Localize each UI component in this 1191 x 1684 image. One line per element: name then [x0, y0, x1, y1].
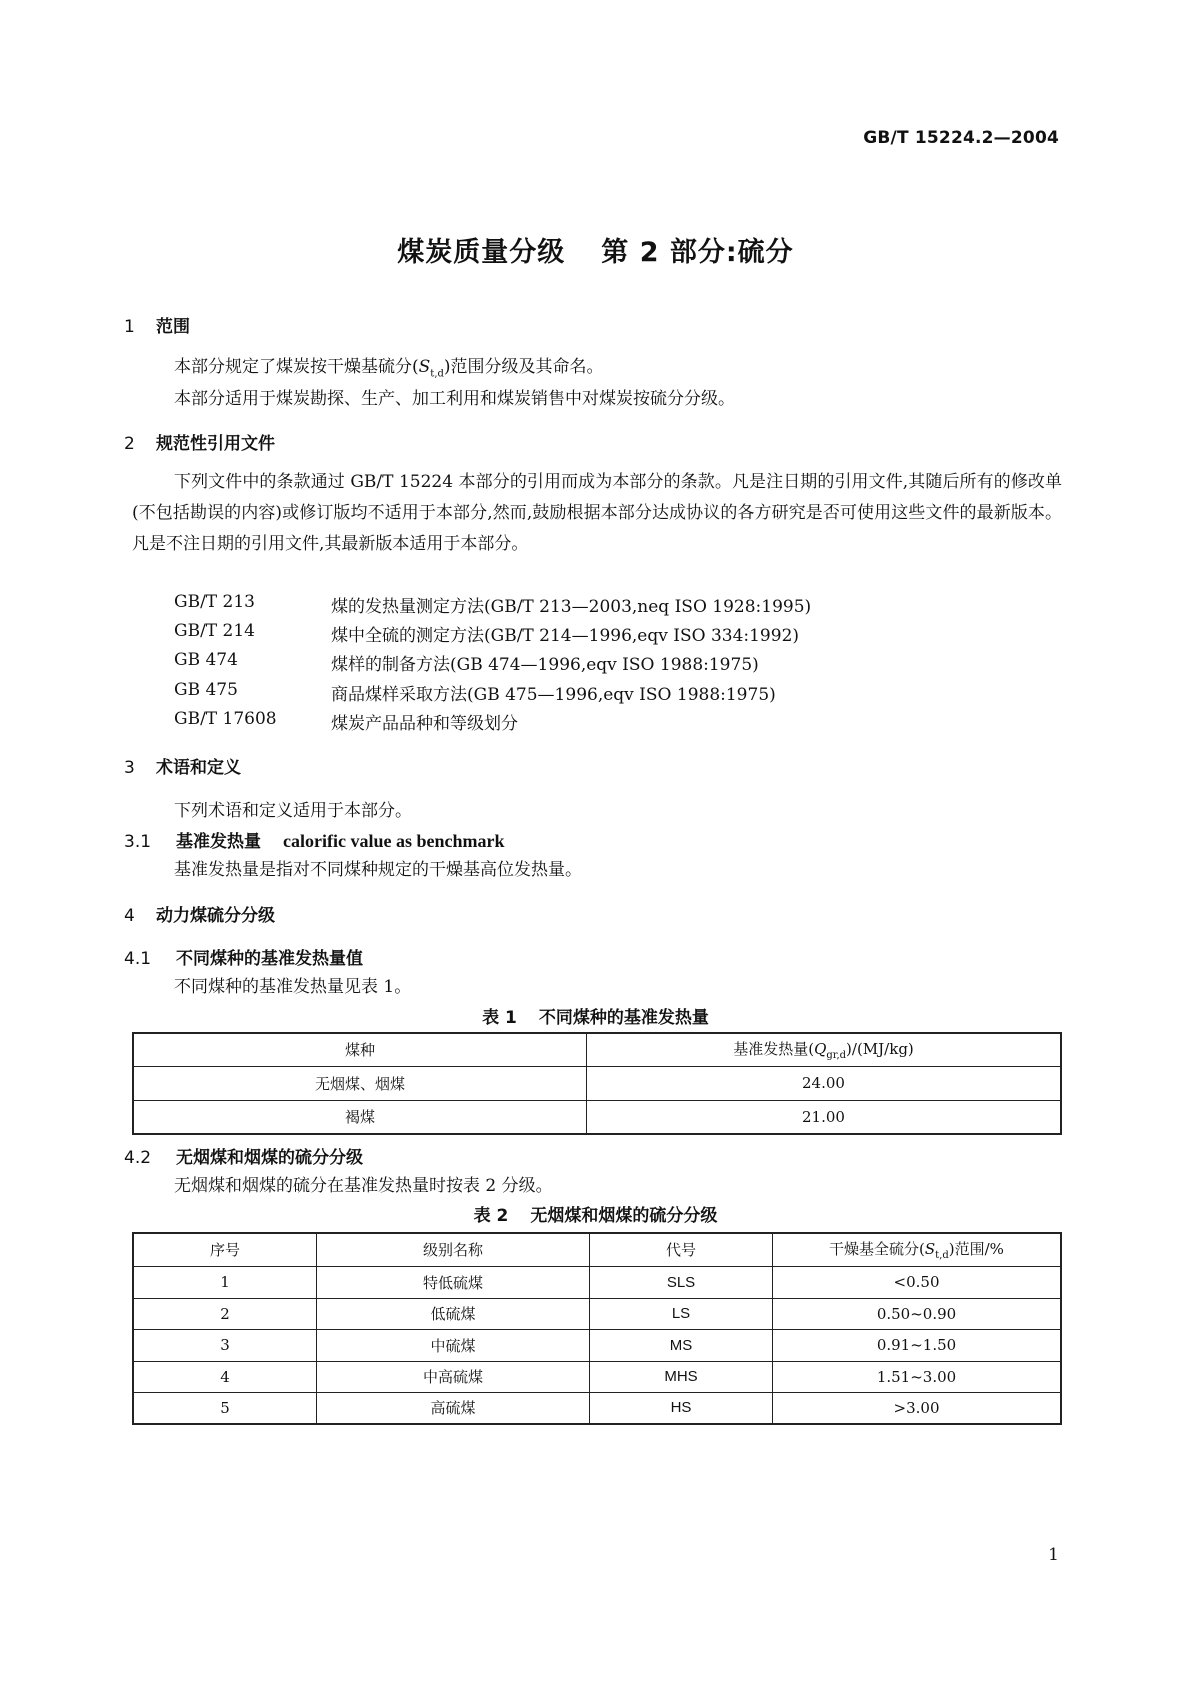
reference-code: GB 474: [174, 650, 238, 670]
table-1: [132, 1032, 1062, 1135]
text: )范围分级及其命名。: [443, 357, 604, 377]
caption-number: 表 1: [482, 1008, 517, 1028]
table-cell: <0.50: [773, 1266, 1062, 1298]
subsection-4-2-heading: [124, 1143, 363, 1168]
references-intro: 下列文件中的条款通过 GB/T 15224 本部分的引用而成为本部分的条款。凡是注日期的引用文件,其随后所有的修改单(不包括勘误的内容)或修订版均不适用于本部分,然而,鼓励根据本部分达成协议的各方研究是否可使用这些文件的最新版本。凡是不注日期的引用文件,其最新版本适用于本部分。: [132, 472, 1062, 554]
text: )/(MJ/kg): [846, 1040, 914, 1059]
reference-code: GB/T 213: [174, 592, 255, 612]
text: 基准发热量(: [733, 1040, 815, 1059]
symbol: Q: [814, 1040, 827, 1059]
title-part: 第 2 部分:硫分: [601, 237, 794, 268]
text: 干燥基全硫分(: [829, 1240, 925, 1259]
scope-paragraph-2: 本部分适用于煤炭勘探、生产、加工利用和煤炭销售中对煤炭按硫分分级。: [174, 389, 735, 409]
section-number: 1: [124, 317, 135, 337]
header-cell: [773, 1233, 1062, 1266]
reference-code: GB/T 214: [174, 621, 255, 641]
section-1-heading: [124, 312, 190, 337]
table-cell: 4: [133, 1361, 317, 1392]
reference-code: GB/T 17608: [174, 709, 277, 729]
table-cell: 1.51~3.00: [773, 1361, 1062, 1392]
subsection-4-1-text: 不同煤种的基准发热量见表 1。: [174, 977, 412, 997]
table-header-row: [133, 1233, 1061, 1266]
header-cell: 序号: [133, 1233, 317, 1266]
table-cell: 中硫煤: [317, 1329, 590, 1361]
table-cell: HS: [590, 1392, 773, 1424]
table-cell: 低硫煤: [317, 1298, 590, 1329]
table-row: [133, 1266, 1061, 1298]
table-cell: >3.00: [773, 1392, 1062, 1424]
table-header-row: [133, 1033, 1061, 1066]
reference-title: 煤中全硫的测定方法(GB/T 214—1996,eqv ISO 334:1992): [331, 626, 800, 646]
section-2-heading: [124, 429, 275, 454]
subsection-4-2-text: 无烟煤和烟煤的硫分在基准发热量时按表 2 分级。: [174, 1176, 553, 1196]
reference-title: 煤的发热量测定方法(GB/T 213—2003,neq ISO 1928:1995): [331, 597, 812, 617]
reference-title: 煤样的制备方法(GB 474—1996,eqv ISO 1988:1975): [331, 655, 759, 675]
section-number: 2: [124, 434, 135, 454]
table-cell: 5: [133, 1392, 317, 1424]
table-cell: SLS: [590, 1266, 773, 1298]
subscript: t,d: [935, 1250, 949, 1262]
table-cell: 1: [133, 1266, 317, 1298]
subscript: t,d: [430, 368, 444, 380]
section-number: 4: [124, 906, 135, 926]
table-cell: 褐煤: [133, 1100, 587, 1134]
table-cell: 高硫煤: [317, 1392, 590, 1424]
page-number: 1: [1048, 1545, 1059, 1565]
term-definition: 基准发热量是指对不同煤种规定的干燥基高位发热量。: [174, 860, 582, 880]
table-cell: 3: [133, 1329, 317, 1361]
caption-number: 表 2: [473, 1206, 509, 1226]
title-main: 煤炭质量分级: [397, 237, 566, 268]
terms-intro: 下列术语和定义适用于本部分。: [174, 801, 412, 821]
reference-title: 煤炭产品品种和等级划分: [331, 714, 518, 734]
reference-title: 商品煤样采取方法(GB 475—1996,eqv ISO 1988:1975): [331, 685, 776, 705]
caption-title: 无烟煤和烟煤的硫分分级: [530, 1206, 718, 1226]
table-cell: 中高硫煤: [317, 1361, 590, 1392]
document-title: [0, 230, 1191, 269]
table-cell: 24.00: [587, 1066, 1062, 1100]
table-cell: MS: [590, 1329, 773, 1361]
table-cell: LS: [590, 1298, 773, 1329]
table-row: [133, 1361, 1061, 1392]
table-cell: 0.91~1.50: [773, 1329, 1062, 1361]
table-2: [132, 1232, 1062, 1425]
table-cell: 21.00: [587, 1100, 1062, 1134]
subsection-title: 不同煤种的基准发热量值: [176, 949, 363, 969]
table-row: [133, 1298, 1061, 1329]
text: 本部分规定了煤炭按干燥基硫分(: [174, 357, 419, 377]
subsection-number: 4.1: [124, 949, 152, 969]
scope-paragraph-1: [174, 352, 604, 379]
section-title: 范围: [156, 317, 190, 337]
table-2-caption: [0, 1201, 1191, 1226]
symbol: S: [418, 357, 431, 377]
table-cell: 特低硫煤: [317, 1266, 590, 1298]
section-4-heading: [124, 901, 275, 926]
table-row: [133, 1329, 1061, 1361]
table-cell: MHS: [590, 1361, 773, 1392]
table-row: [133, 1392, 1061, 1424]
header-cell: 代号: [590, 1233, 773, 1266]
table-row: [133, 1100, 1061, 1134]
subscript: gr,d: [826, 1050, 847, 1062]
header-cell: 煤种: [133, 1033, 587, 1066]
header-cell: 级别名称: [317, 1233, 590, 1266]
standard-number: GB/T 15224.2—2004: [863, 128, 1059, 148]
section-title: 术语和定义: [156, 758, 241, 778]
symbol: S: [924, 1240, 936, 1259]
term-english: calorific value as benchmark: [283, 831, 505, 851]
table-cell: 0.50~0.90: [773, 1298, 1062, 1329]
subsection-3-1-heading: [124, 827, 504, 852]
header-cell: [587, 1033, 1062, 1066]
table-cell: 2: [133, 1298, 317, 1329]
reference-code: GB 475: [174, 680, 238, 700]
table-row: [133, 1066, 1061, 1100]
subsection-number: 3.1: [124, 832, 152, 852]
caption-title: 不同煤种的基准发热量: [538, 1008, 709, 1028]
term: 基准发热量: [176, 832, 261, 852]
subsection-4-1-heading: [124, 944, 363, 969]
table-cell: 无烟煤、烟煤: [133, 1066, 587, 1100]
text: )范围/%: [948, 1240, 1004, 1259]
section-3-heading: [124, 753, 241, 778]
subsection-title: 无烟煤和烟煤的硫分分级: [176, 1148, 363, 1168]
section-title: 动力煤硫分分级: [156, 906, 275, 926]
subsection-number: 4.2: [124, 1148, 152, 1168]
section-title: 规范性引用文件: [156, 434, 275, 454]
table-1-caption: [0, 1003, 1191, 1028]
section-number: 3: [124, 758, 135, 778]
